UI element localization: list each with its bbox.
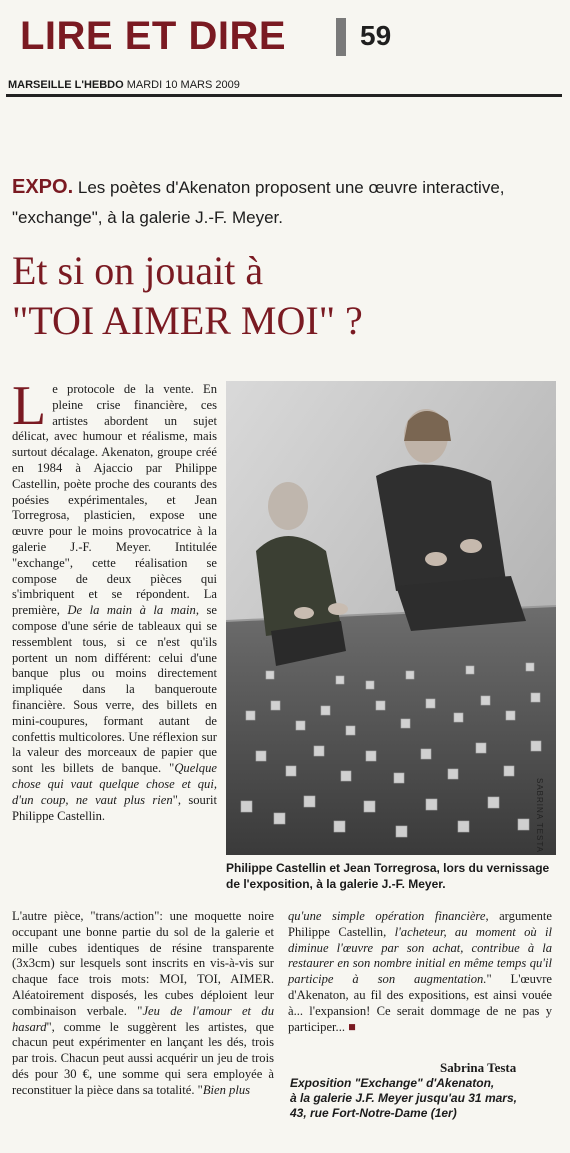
col1-text-b: , se compose d'une série de tableaux qui se ressemblent tous, si ce n'est qu'ils portent un nom différent: celui d'une banque plus ou moins directement impliquée dans la banqueroute financière. Sous verre, des billets en mini-coupures, formant autant de confettis multicolores. Une réflexion sur la valeur des morceaux de papier que sont les billets de banque. " (12, 603, 217, 776)
col3-text-b: " L'œuvre d'Akenaton, au fil des expositions, est ainsi vouée à... l'expansion! Ce serait dommage de ne pas y participer... (288, 972, 552, 1034)
photo-illustration (226, 381, 556, 855)
publication-date: MARDI 10 MARS 2009 (126, 79, 240, 91)
article-author: Sabrina Testa (440, 1060, 517, 1075)
col1-text-a: e protocole de la vente. En pleine crise financière, ces artistes abordent un sujet délicat, avec humour et réalisme, mais surtout décalage. Akenaton, groupe créé en 1984 à Ajaccio par Philippe Castellin, poète proche des courants des poésies expérimentales, et Jean Torregrosa, plasticien, expose une œuvre pour le moins provocatrice à la galerie J.-F. Meyer. Intitulée "exchange", cette réalisation se compose de deux pièces qui s'imbriquent et se répondent. La première, (12, 382, 217, 618)
article-photo (226, 381, 556, 855)
photo-credit: SABRINA TESTA (535, 778, 544, 853)
col3-text-a: , argumente Philippe Castellin, (288, 909, 553, 939)
headline-line-2: "TOI AIMER MOI" ? (12, 298, 363, 343)
article-column-1 (12, 375, 218, 824)
section-separator (336, 18, 346, 56)
article-column-2 (12, 909, 274, 1099)
col3-italic-a: qu'une simple opération financière (288, 909, 486, 923)
column-1-paragraph (12, 375, 218, 824)
deck-text: Les poètes d'Akenaton proposent une œuvre interactive, "exchange", à la galerie J.-F. Meyer. (12, 178, 505, 227)
info-line-2: à la galerie J.F. Meyer jusqu'au 31 mars, (290, 1091, 517, 1105)
info-line-1: Exposition "Exchange" d'Akenaton, (290, 1076, 495, 1090)
article-headline (12, 246, 560, 346)
col2-italic-b: Bien plus (202, 1082, 251, 1097)
section-title: LIRE ET DIRE (20, 14, 287, 58)
exhibition-info (290, 1076, 560, 1121)
article-column-3 (288, 909, 552, 1035)
col3-italic-b: l'acheteur, au moment où il diminue l'œuvre par son achat, contribue à la restaurer en son nombre initial en même temps qu'il participe à son augmentation. (288, 924, 552, 987)
headline-line-1: Et si on jouait à (12, 248, 264, 293)
masthead (8, 78, 240, 92)
header-rule (6, 94, 562, 97)
article-deck (12, 172, 552, 233)
col2-italic-a: Jeu de l'amour et du hasard (12, 1003, 274, 1034)
end-mark: ■ (348, 1019, 356, 1034)
page-number: 59 (360, 20, 392, 51)
publication-name: MARSEILLE L'HEBDO (8, 79, 124, 91)
drop-cap: L (12, 375, 47, 437)
col2-text-a: L'autre pièce, "trans/action": une moquette noire occupant une bonne partie du sol de la galerie et mille cubes identiques de résine transparente (3x3cm) sur lesquels sont inscrits en vis-à-vis sur chaque face trois mots: MOI, TOI, AIMER. Aléatoirement disposés, les cubes déploient leur combinaison verbale. " (12, 909, 274, 1018)
col1-text-c: ", sourit Philippe Castellin. (12, 792, 218, 823)
col2-text-b: ", comme le suggèrent les artistes, que chacun peut expérimenter en lançant les dés, trois par trois. Chacun peut aussi acquérir un jeu de trois dés pour 30 €, une somme qui sera employée à reconstituer la pièce dans sa totalité. " (12, 1019, 274, 1097)
info-line-3: 43, rue Fort-Notre-Dame (1er) (290, 1106, 457, 1120)
col1-italic-b: Quelque chose qui vaut quelque chose et qui, d'un coup, ne vaut plus rien (12, 761, 217, 807)
photo-caption: Philippe Castellin et Jean Torregrosa, lors du vernissage de l'exposition, à la galerie J.-F. Meyer. (226, 861, 550, 891)
deck-kicker: EXPO. (12, 176, 74, 198)
col1-italic-a: De la main à la main (67, 603, 196, 618)
